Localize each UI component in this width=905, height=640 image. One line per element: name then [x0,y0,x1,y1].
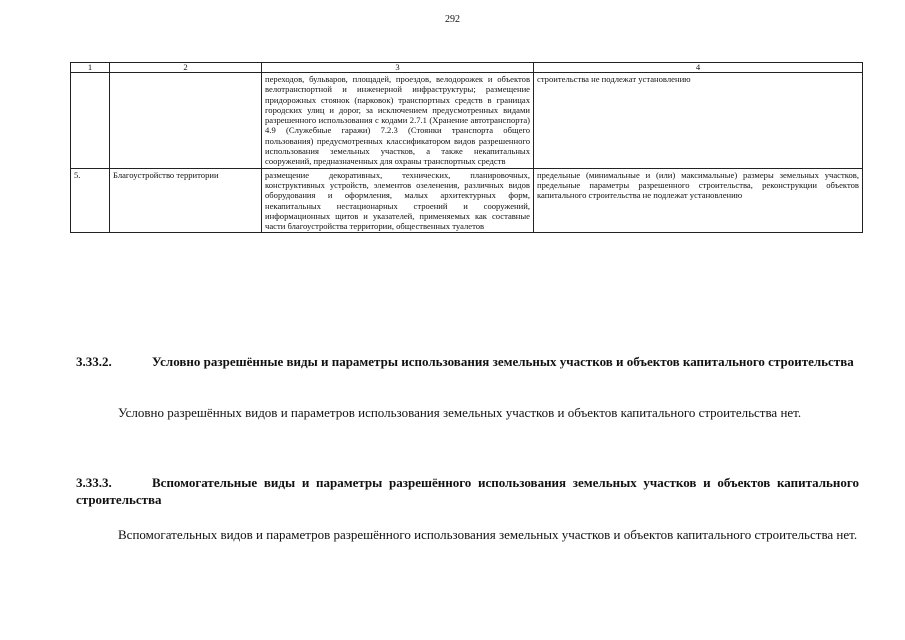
use-parameters-cell: строительства не подлежат установлению [534,73,863,169]
section-heading-3-33-2 [76,353,859,370]
page-number: 292 [445,14,460,25]
column-header: 2 [110,63,262,73]
row-number-cell: 5. [71,168,110,233]
table-row [71,73,863,169]
use-description-cell: переходов, бульваров, площадей, проездов, велодорожек и объектов велотранспортной и инженерной инфраструктуры; размещение придорожных стоянок (парковок) транспортных средств в границах городских улиц и дорог, за исключением предусмотренных видами разрешенного использования с кодами 2.7.1 (Хранение автотранспорта) 4.9 (Служебные гаражи) 7.2.3 (Стоянки транспорта общего пользования) предусмотренных классификатором видов разрешенного использования земельных участков, а также некапитальных сооружений, предназначенных для охраны транспортных средств [262,73,534,169]
use-parameters-cell: предельные (минимальные и (или) максимальные) размеры земельных участков, предельные параметры разрешенного строительства, реконструкции объектов капитального строительства не подлежат установлению [534,168,863,233]
section-number: 3.33.3. [76,475,112,490]
section-title: Вспомогательные виды и параметры разрешённого использования земельных участков и объектов капитального строительства [76,475,859,507]
table-row [71,168,863,233]
use-description-cell: размещение декоративных, технических, планировочных, конструктивных устройств, элементов озеленения, различных видов оборудования и оформления, малых архитектурных форм, некапитальных нестационарных строений и сооружений, информационных щитов и указателей, применяемых как составные части благоустройства территории, общественных туалетов [262,168,534,233]
section-title: Условно разрешённые виды и параметры использования земельных участков и объектов капитального строительства [152,354,854,369]
column-header: 4 [534,63,863,73]
use-type-name-cell [110,73,262,169]
table-header-row [71,63,863,73]
section-paragraph: Условно разрешённых видов и параметров использования земельных участков и объектов капитального строительства нет. [118,405,802,420]
column-header: 1 [71,63,110,73]
column-header: 3 [262,63,534,73]
use-type-name-cell: Благоустройство территории [110,168,262,233]
section-paragraph: Вспомогательных видов и параметров разрешённого использования земельных участков и объектов капитального строительства нет. [118,527,858,542]
section-heading-3-33-3 [76,474,859,508]
land-use-table [70,62,863,233]
row-number-cell [71,73,110,169]
section-number: 3.33.2. [76,354,112,369]
